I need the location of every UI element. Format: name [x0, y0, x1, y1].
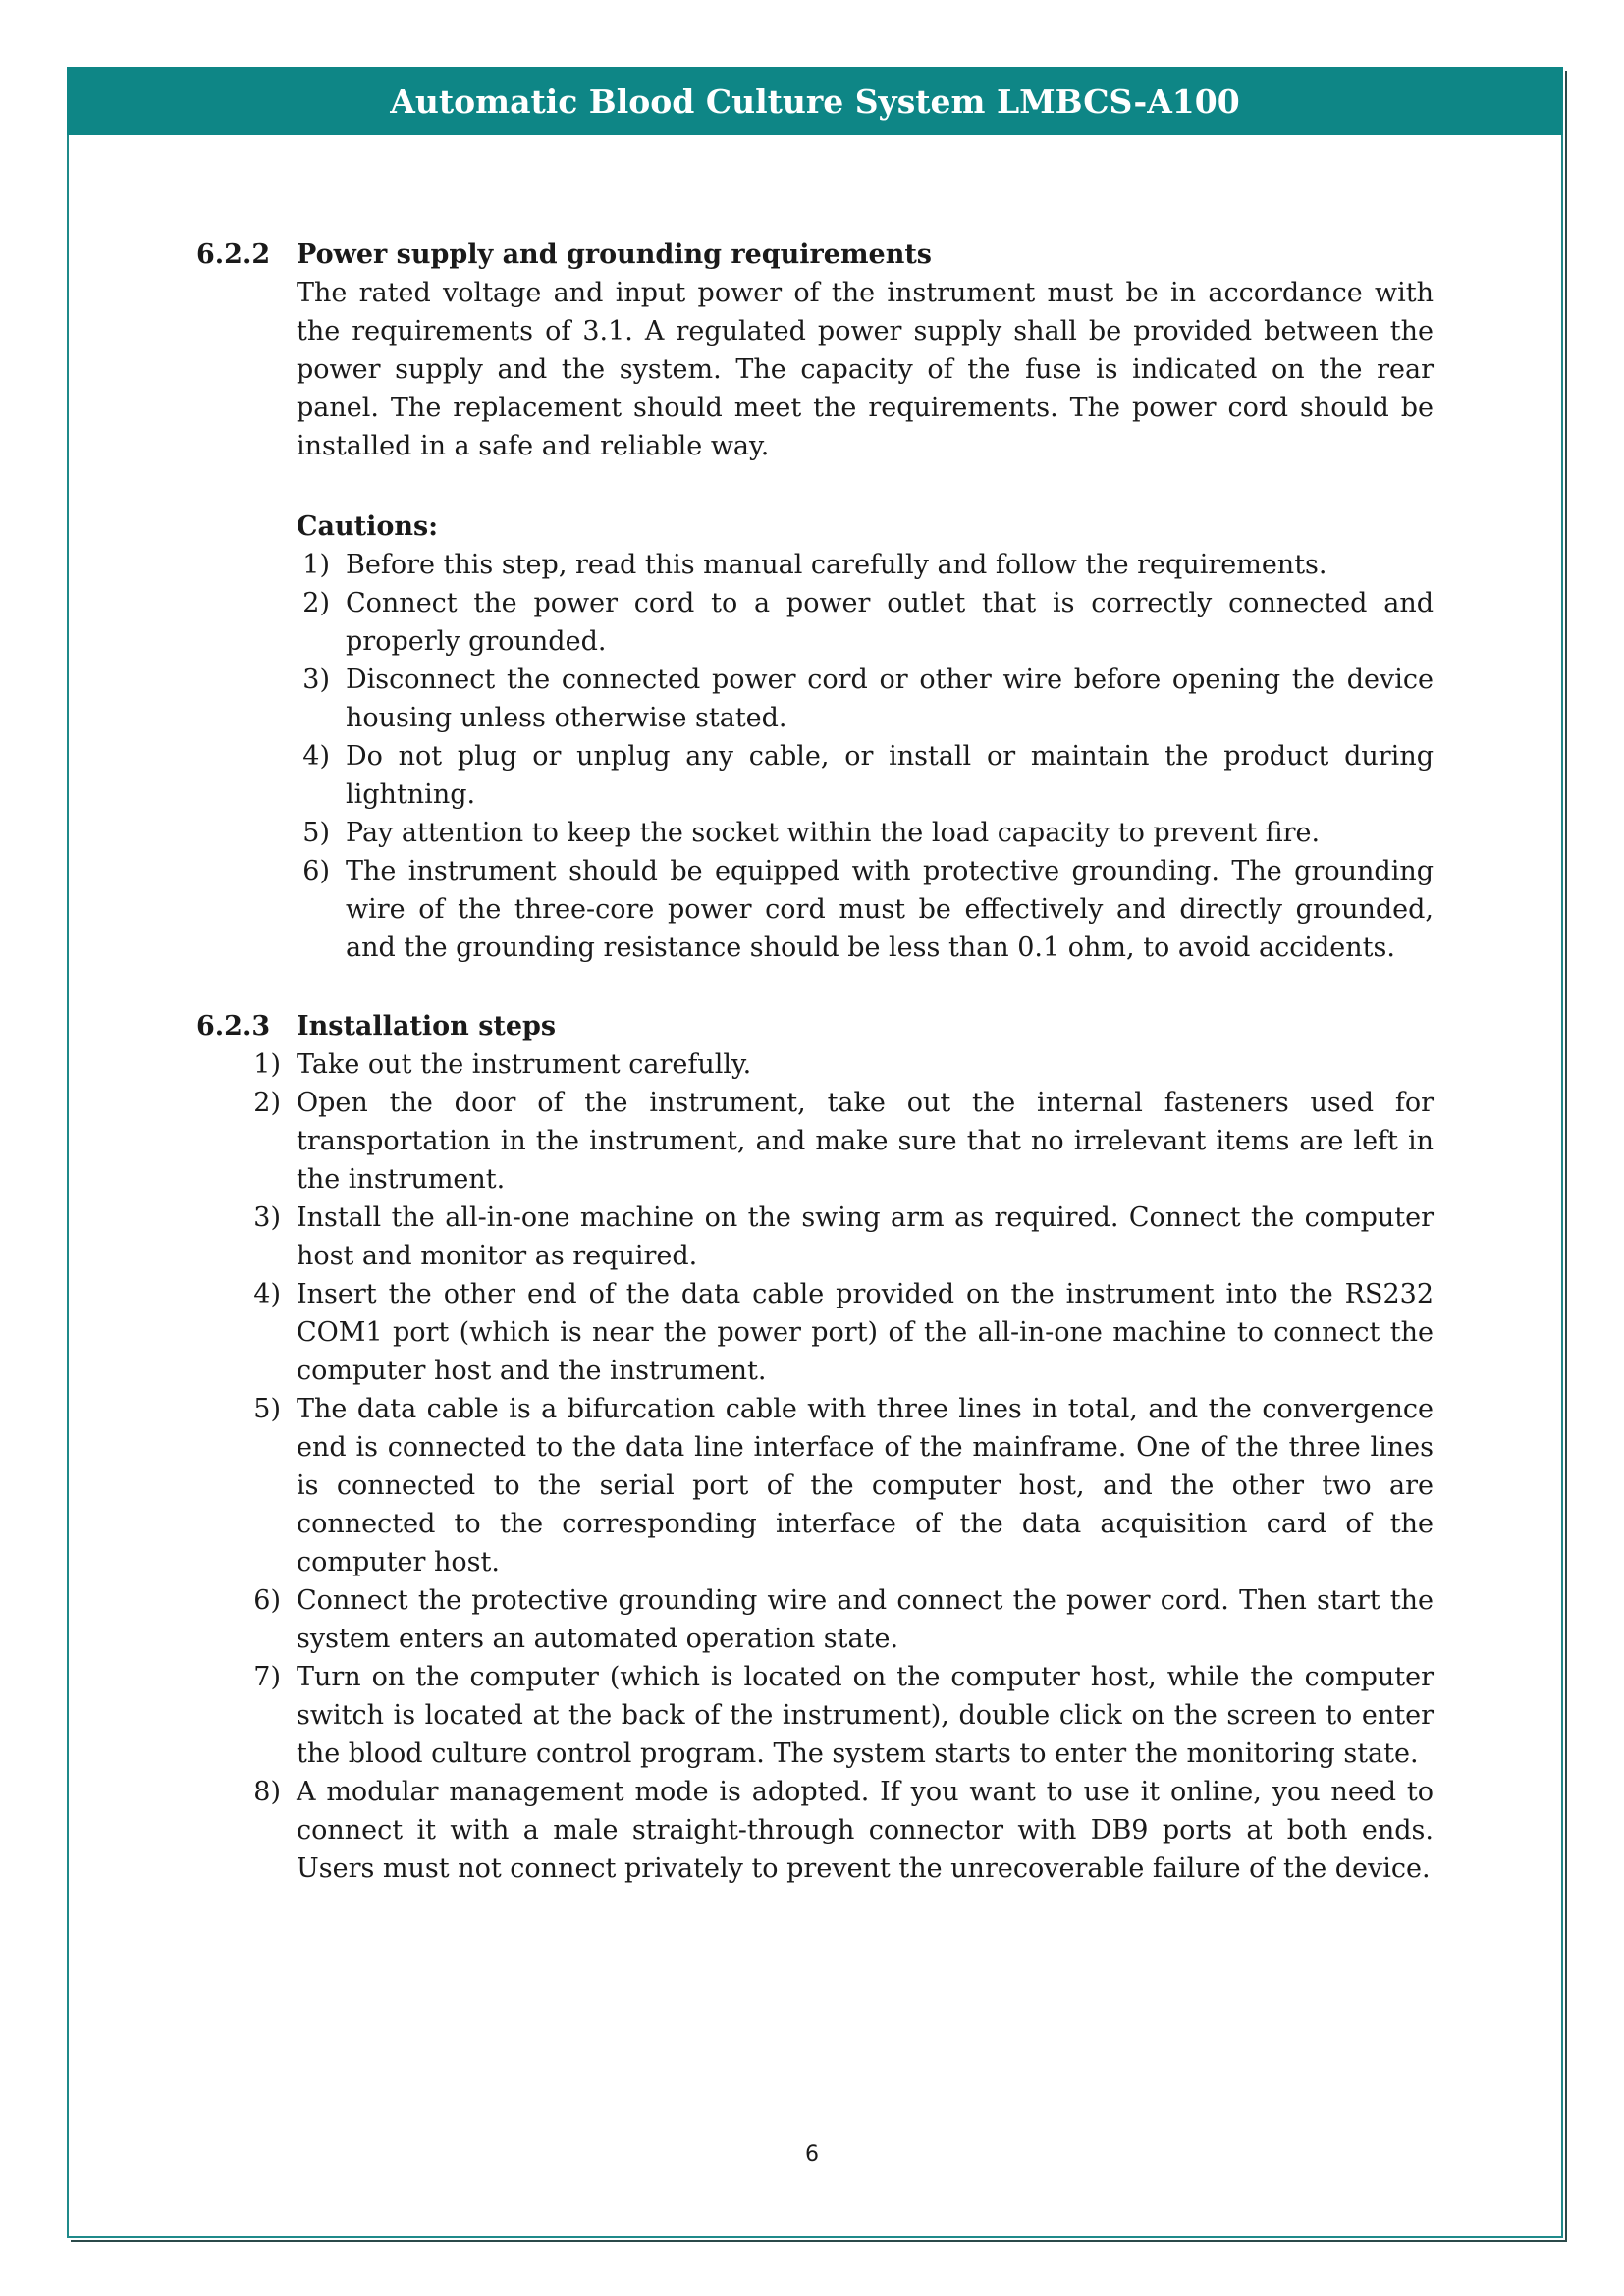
list-item-text: Before this step, read this manual carefully and follow the requirements. — [346, 550, 1327, 580]
section-heading-6-2-2 — [196, 236, 932, 274]
list-item — [297, 584, 1434, 661]
list-item — [242, 1390, 1434, 1581]
list-item-text: A modular management mode is adopted. If you want to use it online, you need to connect it with a male straight-through connector with DB9 ports at both ends. Users must not connect privately to prevent the unrecoverable failure of the device. — [297, 1777, 1434, 1884]
list-item — [242, 1045, 1434, 1084]
list-item — [242, 1658, 1434, 1773]
list-item-text: The data cable is a bifurcation cable with three lines in total, and the convergence end is connected to the data line interface of the mainframe. One of the three lines is connected to the serial port of the computer host, and the other two are connected to the corresponding interface of the data acquisition card of the computer host. — [297, 1394, 1434, 1577]
section-number: 6.2.2 — [196, 240, 271, 270]
list-marker: 6) — [253, 1585, 281, 1616]
section-heading-6-2-3 — [196, 1007, 556, 1045]
list-item — [242, 1773, 1434, 1888]
list-item-text: Turn on the computer (which is located on the computer host, while the computer switch is located at the back of the instrument), double click on the screen to enter the blood culture control program. The system starts to enter the monitoring state. — [297, 1662, 1434, 1769]
list-marker: 3) — [302, 665, 330, 695]
list-item — [242, 1275, 1434, 1390]
list-marker: 2) — [302, 588, 330, 618]
list-item — [242, 1581, 1434, 1658]
page-border-shadow — [71, 2240, 1567, 2242]
list-marker: 1) — [253, 1049, 281, 1080]
list-item-text: Connect the protective grounding wire and connect the power cord. Then start the system enters an automated operation state. — [297, 1585, 1434, 1654]
list-item — [297, 814, 1434, 852]
page-border-shadow-right — [1565, 71, 1567, 2242]
list-marker: 7) — [253, 1662, 281, 1692]
list-item-text: The instrument should be equipped with protective grounding. The grounding wire of the three-core power cord must be effectively and directly grounded, and the grounding resistance should be less than 0.1 ohm, to avoid accidents. — [346, 856, 1434, 963]
list-marker: 8) — [253, 1777, 281, 1807]
installation-steps-list — [242, 1045, 1434, 1888]
list-marker: 6) — [302, 856, 330, 886]
list-marker: 5) — [253, 1394, 281, 1424]
list-marker: 4) — [253, 1279, 281, 1309]
list-marker: 1) — [302, 550, 330, 580]
list-marker: 3) — [253, 1202, 281, 1233]
list-marker: 5) — [302, 818, 330, 848]
list-item — [297, 852, 1434, 967]
list-marker: 4) — [302, 741, 330, 772]
section-title: Power supply and grounding requirements — [297, 240, 933, 270]
cautions-list — [297, 546, 1434, 967]
document-header — [67, 67, 1563, 135]
list-item-text: Open the door of the instrument, take out the internal fasteners used for transportation in the instrument, and make sure that no irrelevant items are left in the instrument. — [297, 1088, 1434, 1195]
list-item-text: Disconnect the connected power cord or other wire before opening the device housing unless otherwise stated. — [346, 665, 1434, 733]
section-body-paragraph: The rated voltage and input power of the instrument must be in accordance with the requirements of 3.1. A regulated power supply shall be provided between the power supply and the system. The capacity of the fuse is indicated on the rear panel. The replacement should meet the requirements. The power cord should be installed in a safe and reliable way. — [297, 278, 1434, 461]
list-item — [242, 1199, 1434, 1275]
list-item — [242, 1084, 1434, 1199]
page-number: 6 — [805, 2142, 819, 2166]
list-item-text: Do not plug or unplug any cable, or install or maintain the product during lightning. — [346, 741, 1434, 810]
list-marker: 2) — [253, 1088, 281, 1118]
cautions-heading: Cautions: — [297, 511, 439, 542]
list-item-text: Connect the power cord to a power outlet that is correctly connected and properly grounded. — [346, 588, 1434, 657]
section-title: Installation steps — [297, 1011, 557, 1041]
section-number: 6.2.3 — [196, 1011, 271, 1041]
list-item-text: Pay attention to keep the socket within the load capacity to prevent fire. — [346, 818, 1321, 848]
list-item-text: Take out the instrument carefully. — [297, 1049, 752, 1080]
list-item-text: Install the all-in-one machine on the swing arm as required. Connect the computer host and monitor as required. — [297, 1202, 1434, 1271]
list-item — [297, 546, 1434, 584]
list-item — [297, 737, 1434, 814]
list-item-text: Insert the other end of the data cable provided on the instrument into the RS232 COM1 port (which is near the power port) of the all-in-one machine to connect the computer host and the instrument. — [297, 1279, 1434, 1386]
list-item — [297, 661, 1434, 737]
document-title: Automatic Blood Culture System LMBCS-A100 — [390, 81, 1240, 121]
